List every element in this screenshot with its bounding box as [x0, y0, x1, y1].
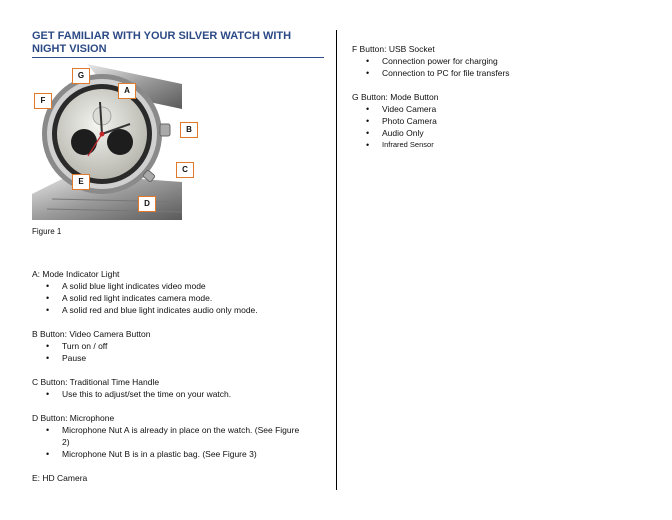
section-heading: A: Mode Indicator Light: [32, 269, 120, 279]
list-item: • A solid red light indicates camera mode.: [62, 292, 332, 304]
list-item: • Infrared Sensor: [382, 139, 652, 151]
left-column: [32, 30, 324, 58]
section-heading: G Button: Mode Button: [352, 92, 439, 102]
marker-f: F: [34, 93, 52, 109]
list-item: • Audio Only: [382, 127, 652, 139]
list-item: • Use this to adjust/set the time on your watch.: [62, 388, 332, 400]
page-title: GET FAMILIAR WITH YOUR SILVER WATCH WITH NIGHT VISION: [32, 30, 324, 58]
marker-a: A: [118, 83, 136, 99]
list-item: • A solid red and blue light indicates audio only mode.: [62, 304, 332, 316]
list-item: • Video Camera: [382, 103, 652, 115]
left-sections: [32, 268, 332, 484]
column-divider: [336, 30, 337, 490]
figure-caption: Figure 1: [32, 227, 62, 236]
list-item: • Connection to PC for file transfers: [382, 67, 652, 79]
section-f: [352, 43, 652, 79]
marker-g: G: [72, 68, 90, 84]
marker-b: B: [180, 122, 198, 138]
section-d: [32, 412, 332, 460]
section-heading: C Button: Traditional Time Handle: [32, 377, 160, 387]
marker-d: D: [138, 196, 156, 212]
section-heading: E: HD Camera: [32, 473, 88, 483]
list-item: • Microphone Nut B is in a plastic bag. (See Figure 3): [62, 448, 302, 460]
marker-c: C: [176, 162, 194, 178]
list-item: • Turn on / off: [62, 340, 332, 352]
section-heading: D Button: Microphone: [32, 413, 115, 423]
section-c: [32, 376, 332, 400]
list-item: • Photo Camera: [382, 115, 652, 127]
watch-image: [32, 64, 182, 220]
section-heading: B Button: Video Camera Button: [32, 329, 151, 339]
list-item: • Pause: [62, 352, 332, 364]
section-e: [32, 472, 332, 484]
section-g: [352, 91, 652, 151]
list-item: • A solid blue light indicates video mode: [62, 280, 332, 292]
section-a: [32, 268, 332, 316]
section-heading: F Button: USB Socket: [352, 44, 435, 54]
list-item: • Connection power for charging: [382, 55, 652, 67]
list-item: • Microphone Nut A is already in place on the watch. (See Figure 2): [62, 424, 302, 448]
right-column: [352, 43, 652, 151]
watch-figure: [32, 64, 192, 220]
section-b: [32, 328, 332, 364]
marker-e: E: [72, 174, 90, 190]
